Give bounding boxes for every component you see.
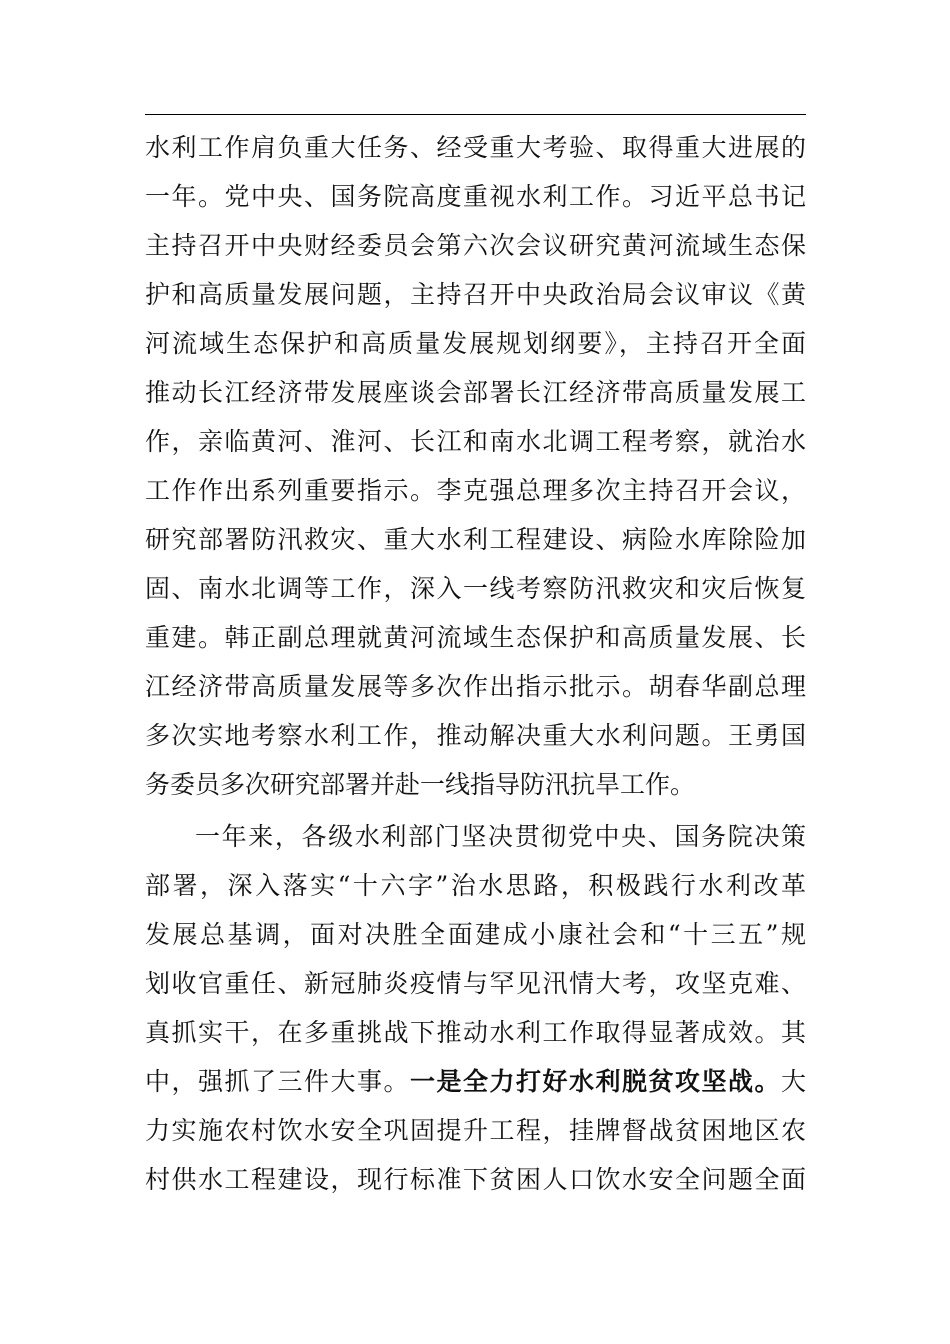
text-line: 作，亲临黄河、淮河、长江和南水北调工程考察，就治水 [145, 427, 806, 456]
text-line: 村供水工程建设，现行标准下贫困人口饮水安全问题全面 [145, 1165, 806, 1194]
text-line-with-emphasis [145, 1057, 806, 1106]
text-line: 一年。党中央、国务院高度重视水利工作。习近平总书记 [145, 182, 806, 211]
emphasis-heading: 一是全力打好水利脱贫攻坚战。 [409, 1067, 781, 1096]
paragraph-1 [145, 123, 806, 809]
text-segment: 大 [780, 1067, 806, 1096]
paragraph-2 [145, 812, 806, 1204]
text-line: 力实施农村饮水安全巩固提升工程，挂牌督战贫困地区农 [145, 1116, 806, 1145]
text-segment: 中，强抓了三件大事。 [145, 1067, 410, 1096]
text-line: 多次实地考察水利工作，推动解决重大水利问题。王勇国 [145, 721, 806, 750]
header-rule [145, 114, 806, 115]
text-line: 推动长江经济带发展座谈会部署长江经济带高质量发展工 [145, 378, 806, 407]
text-line: 河流域生态保护和高质量发展规划纲要》，主持召开全面 [145, 329, 806, 358]
text-line: 重建。韩正副总理就黄河流域生态保护和高质量发展、长 [145, 623, 806, 652]
text-line: 发展总基调，面对决胜全面建成小康社会和“十三五”规 [145, 920, 806, 949]
text-line: 江经济带高质量发展等多次作出指示批示。胡春华副总理 [145, 672, 806, 701]
text-line: 研究部署防汛救灾、重大水利工程建设、病险水库除险加 [145, 525, 806, 554]
text-line: 部署，深入落实“十六字”治水思路，积极践行水利改革 [145, 871, 806, 900]
text-line: 真抓实干，在多重挑战下推动水利工作取得显著成效。其 [145, 1018, 806, 1047]
text-line: 工作作出系列重要指示。李克强总理多次主持召开会议， [145, 476, 806, 505]
text-line: 护和高质量发展问题，主持召开中央政治局会议审议《黄 [145, 280, 806, 309]
document-body [145, 123, 806, 1204]
text-line: 一年来，各级水利部门坚决贯彻党中央、国务院决策 [195, 822, 806, 851]
text-line: 务委员多次研究部署并赴一线指导防汛抗旱工作。 [145, 770, 696, 799]
text-line: 主持召开中央财经委员会第六次会议研究黄河流域生态保 [145, 231, 806, 260]
text-line: 划收官重任、新冠肺炎疫情与罕见汛情大考，攻坚克难、 [145, 969, 806, 998]
text-line: 水利工作肩负重大任务、经受重大考验、取得重大进展的 [145, 133, 806, 162]
text-line: 固、南水北调等工作，深入一线考察防汛救灾和灾后恢复 [145, 574, 806, 603]
